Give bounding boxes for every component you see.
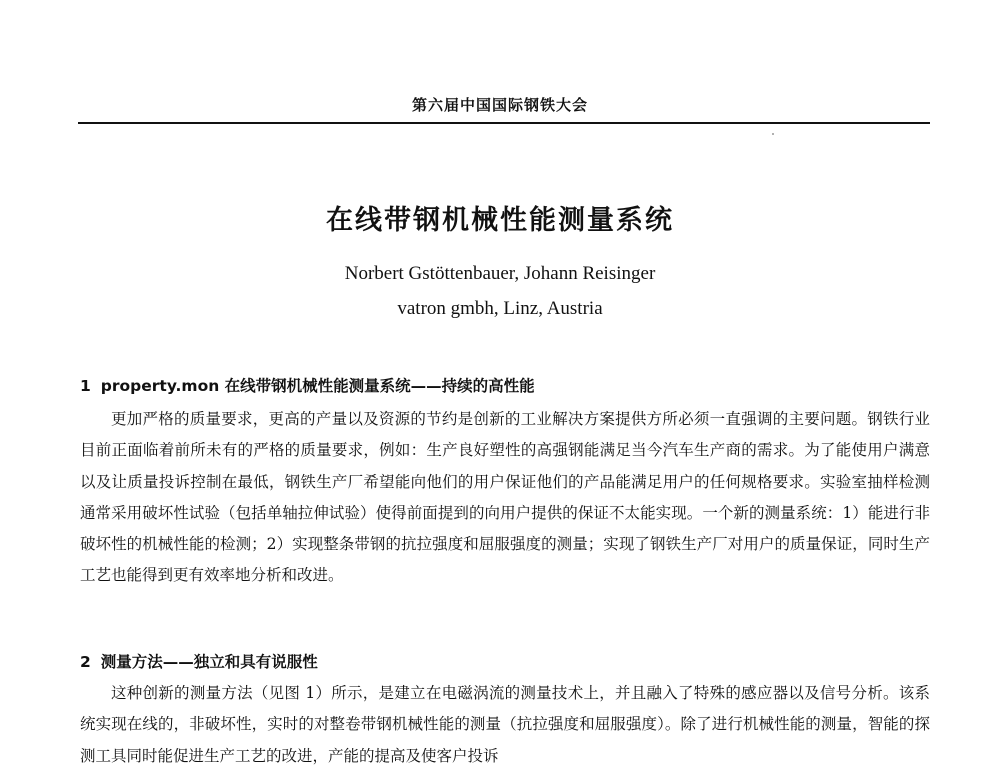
conference-header: 第六届中国国际钢铁大会 [411, 96, 588, 114]
section-1-number: 1 [80, 377, 91, 395]
paper-affiliation: vatron gmbh, Linz, Austria [397, 298, 603, 319]
section-2-number: 2 [80, 653, 91, 671]
section-2-heading [80, 650, 318, 672]
section-2-paragraph: 这种创新的测量方法（见图 1）所示，是建立在电磁涡流的测量技术上，并且融入了特殊的感应器以及信号分析。该系统实现在线的，非破坏性，实时的对整卷带钢机械性能的测量（抗拉强度和屈服强度）。除了进行机械性能的测量，智能的探测工具同时能促进生产工艺的改进，产能的提高及使客户投诉 [80, 684, 930, 765]
section-2-heading-text: 测量方法——独立和具有说服性 [100, 653, 318, 671]
paper-title: 在线带钢机械性能测量系统 [326, 205, 674, 236]
paper-authors: Norbert Gstöttenbauer, Johann Reisinger [344, 263, 656, 284]
section-1-heading [80, 374, 535, 396]
header-rule [78, 122, 930, 124]
section-1-heading-text: property.mon 在线带钢机械性能测量系统——持续的高性能 [100, 377, 535, 395]
scan-speck [772, 133, 774, 135]
section-1-paragraph: 更加严格的质量要求，更高的产量以及资源的节约是创新的工业解决方案提供方所必须一直强调的主要问题。钢铁行业目前正面临着前所未有的严格的质量要求，例如：生产良好塑性的高强钢能满足当今汽车生产商的需求。为了能使用户满意以及让质量投诉控制在最低，钢铁生产厂希望能向他们的用户保证他们的产品能满足用户的任何规格要求。实验室抽样检测通常采用破坏性试验（包括单轴拉伸试验）使得前面提到的向用户提供的保证不太能实现。一个新的测量系统：1）能进行非破坏性的机械性能的检测；2）实现整条带钢的抗拉强度和屈服强度的测量；实现了钢铁生产厂对用户的质量保证，同时生产工艺也能得到更有效率地分析和改进。 [80, 410, 930, 585]
